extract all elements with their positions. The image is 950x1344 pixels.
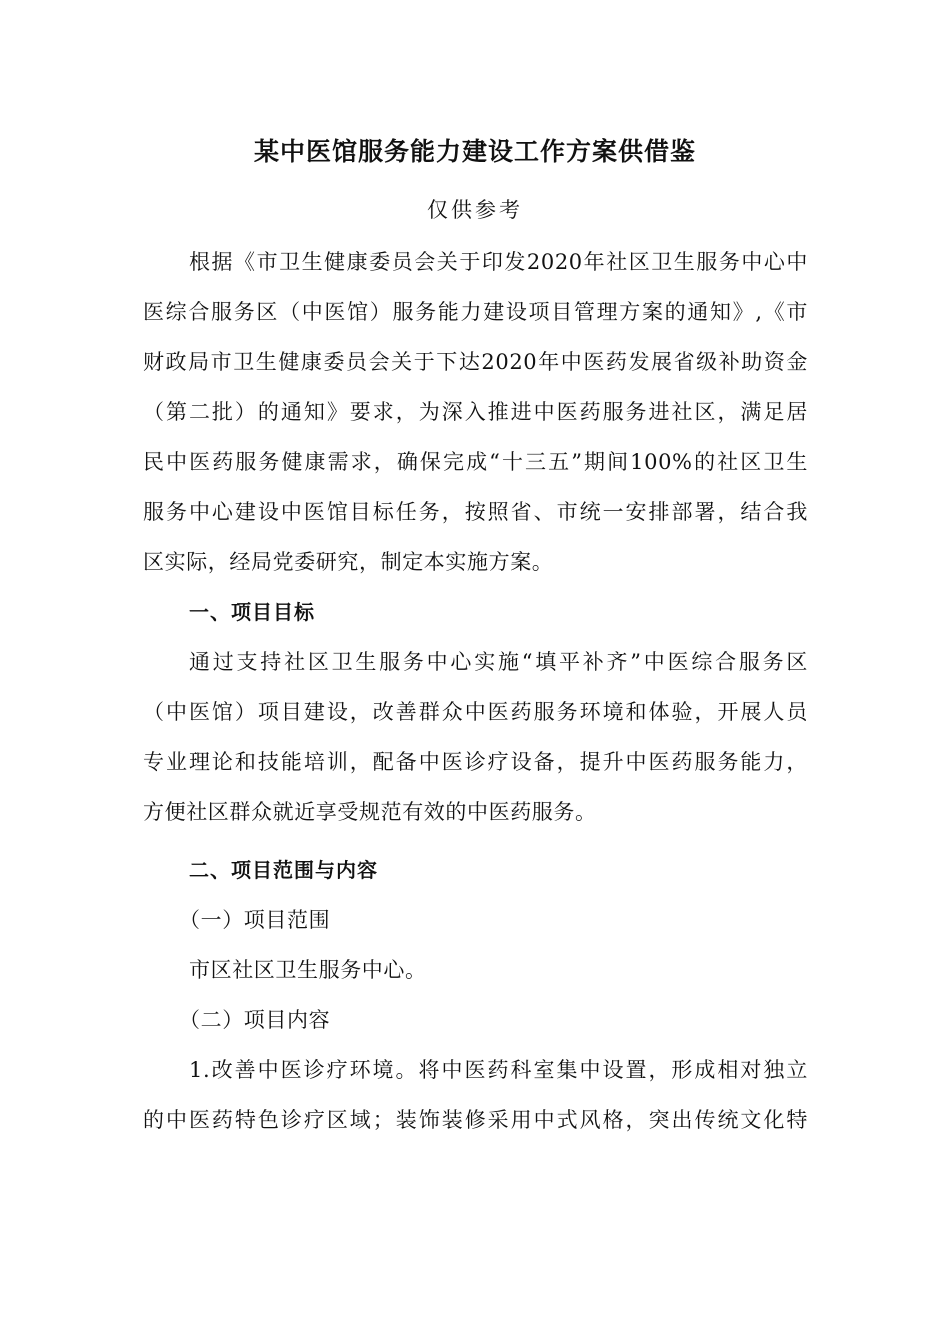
section-heading: 一、项目目标 xyxy=(189,600,315,624)
text-line: 1.改善中医诊疗环境。将中医药科室集中设置，形成相对独立 xyxy=(189,1058,808,1082)
text-line: 方便社区群众就近享受规范有效的中医药服务。 xyxy=(143,800,597,824)
text-line: 通过支持社区卫生服务中心实施“填平补齐”中医综合服务区 xyxy=(189,650,808,674)
document-body xyxy=(143,237,808,1145)
spacer xyxy=(143,837,808,845)
intro-paragraph xyxy=(143,237,808,587)
document-subtitle: 仅供参考 xyxy=(427,198,523,222)
section-heading: 二、项目范围与内容 xyxy=(189,858,378,882)
subsection-heading: （二）项目内容 xyxy=(179,1008,331,1032)
text-line: （第二批）的通知》要求，为深入推进中医药服务进社区，满足居 xyxy=(143,400,808,424)
text-line: 根据《市卫生健康委员会关于印发2020年社区卫生服务中心中 xyxy=(189,250,808,274)
text-line: 民中医药服务健康需求，确保完成“十三五”期间100%的社区卫生 xyxy=(143,450,808,474)
text-line: 财政局市卫生健康委员会关于下达2020年中医药发展省级补助资金 xyxy=(143,350,808,374)
text-line: 医综合服务区（中医馆）服务能力建设项目管理方案的通知》,《市 xyxy=(143,300,808,324)
item1-paragraph xyxy=(143,1045,808,1145)
text-line: 市区社区卫生服务中心。 xyxy=(189,958,427,982)
text-line: （中医馆）项目建设，改善群众中医药服务环境和体验，开展人员 xyxy=(143,700,808,724)
text-line: 的中医药特色诊疗区域；装饰装修采用中式风格，突出传统文化特 xyxy=(143,1108,808,1132)
section1-paragraph xyxy=(143,637,808,837)
text-line: 专业理论和技能培训，配备中医诊疗设备，提升中医药服务能力， xyxy=(143,750,808,774)
text-line: 服务中心建设中医馆目标任务，按照省、市统一安排部署，结合我 xyxy=(143,500,808,524)
text-line: 区实际，经局党委研究，制定本实施方案。 xyxy=(143,550,554,574)
document-title: 某中医馆服务能力建设工作方案供借鉴 xyxy=(253,137,696,166)
subsection-heading: （一）项目范围 xyxy=(179,908,331,932)
